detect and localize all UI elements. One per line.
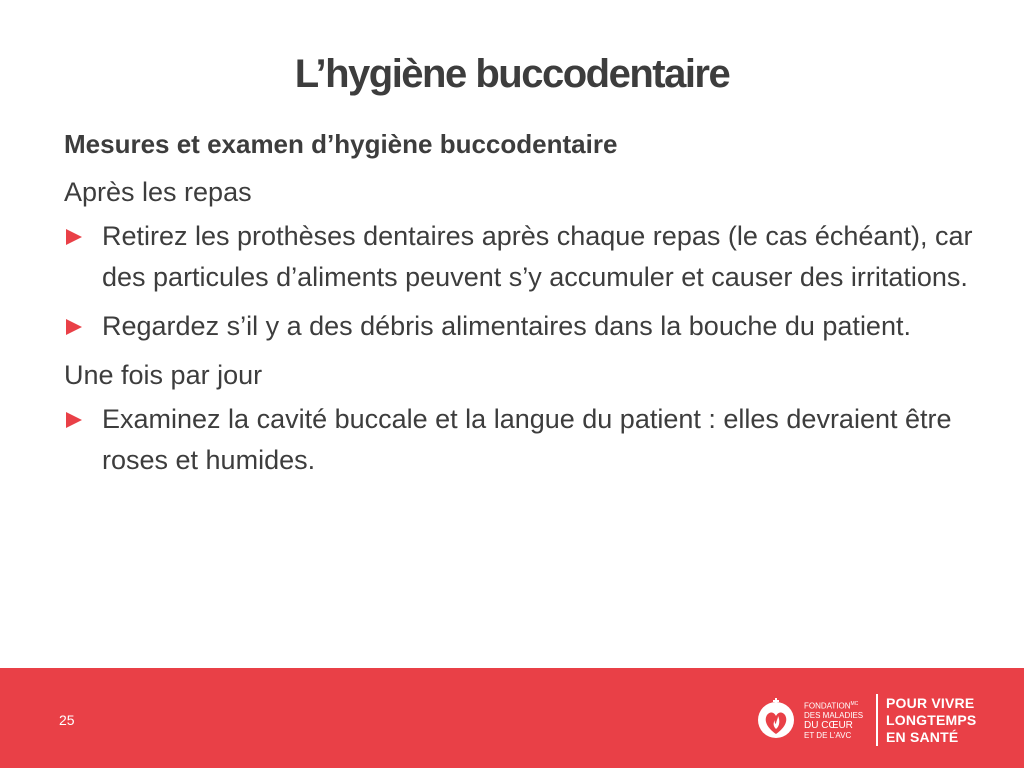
logo-divider bbox=[876, 694, 878, 746]
logo-slogan: POUR VIVRE LONGTEMPS EN SANTÉ bbox=[886, 695, 977, 745]
page-number: 25 bbox=[59, 712, 75, 728]
foundation-logo bbox=[752, 692, 1002, 748]
slide-title: L’hygiène buccodentaire bbox=[294, 52, 730, 96]
heart-flame-icon bbox=[756, 696, 796, 742]
slide-content bbox=[64, 124, 974, 489]
bullet-arrow-icon bbox=[64, 216, 90, 257]
bullet-item bbox=[64, 216, 974, 298]
bullet-item bbox=[64, 399, 974, 481]
bullet-arrow-icon bbox=[64, 306, 90, 347]
logo-organization-name: $FONDATION^{MC}$ DES MALADIES DU CŒUR ET DE L’AVC bbox=[804, 701, 864, 740]
bullet-item bbox=[64, 306, 974, 347]
slide-subheading: Mesures et examen d’hygiène buccodentaire bbox=[64, 129, 618, 159]
bullet-text: Regardez s’il y a des débris alimentaires dans la bouche du patient. bbox=[102, 311, 911, 341]
section-label-after-meals: Après les repas bbox=[64, 177, 252, 207]
bullet-arrow-icon bbox=[64, 399, 90, 440]
section-label-once-a-day: Une fois par jour bbox=[64, 360, 263, 390]
bullet-text: Retirez les prothèses dentaires après chaque repas (le cas échéant), car des particules d’aliments peuvent s’y accumuler et causer des irritations. bbox=[102, 221, 973, 292]
bullet-text: Examinez la cavité buccale et la langue du patient : elles devraient être roses et humides. bbox=[102, 404, 952, 475]
